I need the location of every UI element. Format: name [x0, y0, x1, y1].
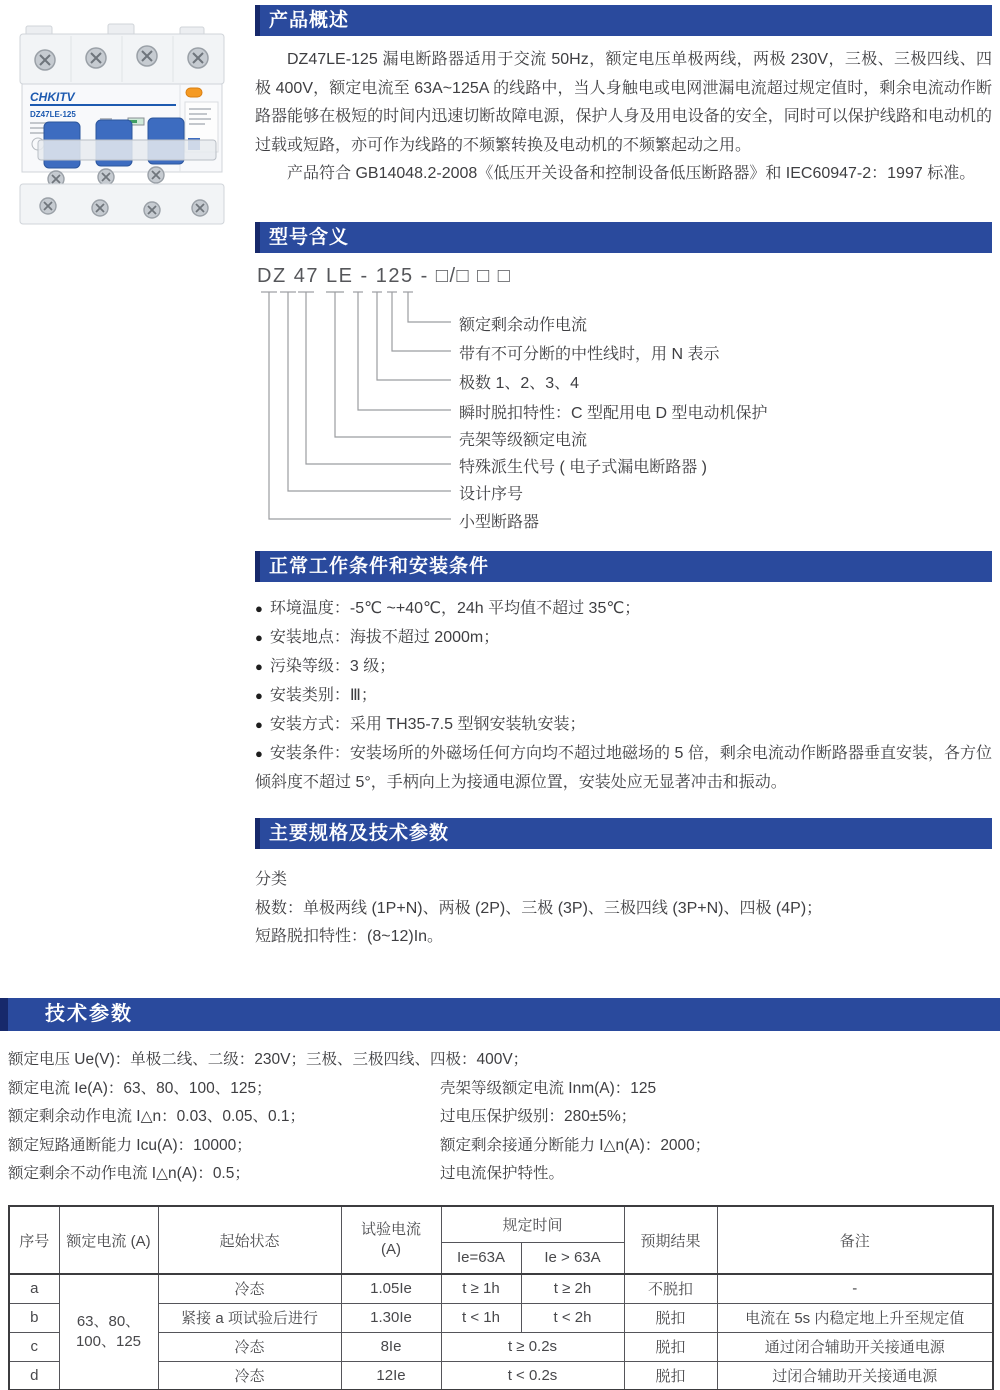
- section-title: 型号含义: [269, 227, 350, 248]
- screw-icon: [148, 167, 164, 183]
- overview-paragraph: DZ47LE-125 漏电断路器适用于交流 50Hz，额定电压单极两线，两极 230V，三极、三极四线、四极 400V，额定电流至 63A~125A 的线路中，当人身触电或电网泄漏电流超过规定值时，剩余电流动作断路器能够在极短的时间内迅速切断故障电源，保护人身及用电设备的安全，同时可以保护线路和电动机的过载或短路，亦可作为线路的不频繁转换及电动机的不频繁起动之用。: [255, 51, 992, 154]
- tech-param-line: 额定剩余不动作电流 I△n(A)：0.5；: [8, 1165, 250, 1182]
- col-subheader-ie-gt63: Ie > 63A: [521, 1242, 624, 1274]
- cell-rated-current: [59, 1274, 158, 1390]
- condition-text: 安装条件：安装场所的外磁场任何方向均不超过地磁场的 5 倍，剩余电流动作断路器垂直安装，各方位倾斜度不超过 5°，手柄向上为接通电源位置，安装处应无显著冲击和振动。: [255, 745, 993, 791]
- screw-icon: [92, 200, 108, 216]
- tech-param-line: 过电压保护级别：280±5%；: [440, 1108, 637, 1125]
- cell-time-63: t < 1h: [441, 1303, 521, 1332]
- section-title: 正常工作条件和安装条件: [269, 556, 490, 577]
- cell-test: 8Ie: [341, 1332, 441, 1361]
- screw-icon: [144, 202, 160, 218]
- screw-icon: [137, 46, 157, 66]
- col-header-expect: 预期结果: [624, 1206, 717, 1274]
- section-header-overview: [255, 5, 992, 36]
- cell-initial: 紧接 a 项试验后进行: [158, 1303, 341, 1332]
- cell-test: 1.05Ie: [341, 1274, 441, 1303]
- cell-remark: -: [717, 1274, 993, 1303]
- rated-current-line1: 63、80、: [76, 1312, 141, 1330]
- cell-expect: 脱扣: [624, 1303, 717, 1332]
- tech-param-line: 额定电压 Ue(V)：单极二线、二级：230V；三极、三极四线、四极：400V；: [8, 1051, 529, 1068]
- list-item: [255, 594, 992, 623]
- screw-icon: [86, 48, 106, 68]
- col-header-seq: 序号: [9, 1206, 59, 1274]
- section-header-conditions: [255, 551, 992, 582]
- cell-expect: 不脱扣: [624, 1274, 717, 1303]
- cell-seq: c: [9, 1332, 59, 1361]
- list-item: [255, 739, 992, 797]
- test-button-icon: [186, 88, 202, 97]
- specs-lines: [255, 866, 992, 952]
- handle-tie-bar: [38, 140, 216, 160]
- cell-time-63: t ≥ 1h: [441, 1274, 521, 1303]
- condition-text: 安装类别：Ⅲ；: [269, 687, 377, 704]
- model-code: DZ 47 LE - 125 - □/□ □ □: [257, 265, 512, 287]
- tech-params-left-column: [8, 1075, 433, 1189]
- tech-params-right-column: [440, 1075, 990, 1189]
- overview-paragraph: 产品符合 GB14048.2-2008《低压开关设备和控制设备低压断路器》和 IEC60947-2：1997 标准。: [287, 165, 976, 182]
- spec-line: 极数：单极两线 (1P+N)、两极 (2P)、三极 (3P)、三极四线 (3P+N)、四极 (4P)；: [255, 899, 823, 917]
- condition-text: 安装方式：采用 TH35-7.5 型钢安装轨安装；: [269, 716, 586, 733]
- cell-seq: a: [9, 1274, 59, 1303]
- col-header-test-line1: 试验电流: [360, 1220, 421, 1238]
- spec-line: 分类: [255, 871, 288, 888]
- section-header-tech-params: [0, 998, 1000, 1031]
- code-label-residual-current: 额定剩余动作电流: [459, 317, 588, 334]
- col-header-remark: 备注: [717, 1206, 993, 1274]
- cell-initial: 冷态: [158, 1332, 341, 1361]
- bullet-icon: ●: [255, 659, 263, 674]
- section-title: 产品概述: [269, 10, 350, 31]
- cell-expect: 脱扣: [624, 1332, 717, 1361]
- condition-text: 污染等级：3 级；: [269, 658, 396, 675]
- col-header-test-current: [341, 1206, 441, 1274]
- condition-text: 安装地点：海拔不超过 2000m；: [269, 629, 500, 646]
- tech-param-line: 额定剩余接通分断能力 I△n(A)：2000；: [440, 1136, 711, 1154]
- tech-param-line: 过电流保护特性。: [440, 1165, 565, 1182]
- bullet-icon: ●: [255, 630, 263, 645]
- col-header-test-line2: (A): [381, 1241, 401, 1258]
- conditions-list: [255, 594, 992, 797]
- screw-icon: [192, 200, 208, 216]
- col-header-rated: 额定电流 (A): [59, 1206, 158, 1274]
- code-label-poles: 极数 1、2、3、4: [459, 375, 580, 392]
- tech-param-line: 额定短路通断能力 Icu(A)：10000；: [8, 1136, 252, 1154]
- cell-expect: 脱扣: [624, 1361, 717, 1390]
- bullet-icon: ●: [255, 717, 263, 732]
- cell-time-gt63: t < 2h: [521, 1303, 624, 1332]
- list-item: [255, 652, 992, 681]
- cell-time-span: t ≥ 0.2s: [441, 1332, 624, 1361]
- cell-test: 12Ie: [341, 1361, 441, 1390]
- bullet-icon: ●: [255, 746, 263, 761]
- bullet-icon: ●: [255, 688, 263, 703]
- screw-icon: [98, 169, 114, 185]
- test-spec-table: [8, 1205, 994, 1390]
- cell-seq: b: [9, 1303, 59, 1332]
- cell-time-span: t < 0.2s: [441, 1361, 624, 1390]
- list-item: [255, 681, 992, 710]
- tech-param-line: 额定电流 Ie(A)：63、80、100、125；: [8, 1079, 272, 1097]
- section-title: 技术参数: [45, 1003, 133, 1025]
- col-header-time: 规定时间: [441, 1206, 624, 1242]
- col-subheader-ie-63: Ie=63A: [441, 1242, 521, 1274]
- tech-param-line: 额定剩余动作电流 I△n：0.03、0.05、0.1；: [8, 1108, 306, 1125]
- col-header-initial: 起始状态: [158, 1206, 341, 1274]
- code-label-frame-current: 壳架等级额定电流: [459, 432, 588, 449]
- list-item: [255, 623, 992, 652]
- code-label-derived-code: 特殊派生代号 ( 电子式漏电断路器 ): [459, 459, 707, 476]
- cell-seq: d: [9, 1361, 59, 1390]
- cell-test: 1.30Ie: [341, 1303, 441, 1332]
- cell-remark: 电流在 5s 内稳定地上升至规定值: [717, 1303, 993, 1332]
- product-photo: [8, 22, 238, 227]
- code-label-design-serial: 设计序号: [459, 486, 524, 503]
- screw-icon: [188, 48, 208, 68]
- bullet-icon: ●: [255, 601, 263, 616]
- model-code-diagram: [255, 263, 992, 543]
- cell-initial: 冷态: [158, 1361, 341, 1390]
- section-title: 主要规格及技术参数: [269, 823, 450, 844]
- screw-icon: [40, 198, 56, 214]
- code-label-mcb: 小型断路器: [459, 514, 540, 531]
- brand-logo-text: CHKITV: [30, 90, 75, 104]
- cell-remark: 通过闭合辅助开关接通电源: [717, 1332, 993, 1361]
- list-item: [255, 710, 992, 739]
- cell-initial: 冷态: [158, 1274, 341, 1303]
- table-row: [9, 1274, 993, 1303]
- code-label-neutral-line: 带有不可分断的中性线时，用 N 表示: [459, 346, 720, 363]
- section-header-specs: [255, 818, 992, 849]
- spec-line: 短路脱扣特性：(8~12)In。: [255, 928, 444, 945]
- screw-icon: [35, 50, 55, 70]
- overview-text: [255, 46, 992, 189]
- circuit-breaker-illustration: [8, 22, 238, 227]
- section-header-model-meaning: [255, 222, 992, 253]
- rated-current-line2: 100、125: [75, 1333, 142, 1350]
- cell-time-gt63: t ≥ 2h: [521, 1274, 624, 1303]
- condition-text: 环境温度：-5℃ ~+40℃，24h 平均值不超过 35℃；: [269, 600, 641, 617]
- tech-param-line: 壳架等级额定电流 Inm(A)：125: [440, 1079, 657, 1097]
- code-label-trip-type: 瞬时脱扣特性：C 型配用电 D 型电动机保护: [459, 405, 768, 422]
- cell-remark: 过闭合辅助开关接通电源: [717, 1361, 993, 1390]
- model-text: DZ47LE-125: [30, 110, 76, 119]
